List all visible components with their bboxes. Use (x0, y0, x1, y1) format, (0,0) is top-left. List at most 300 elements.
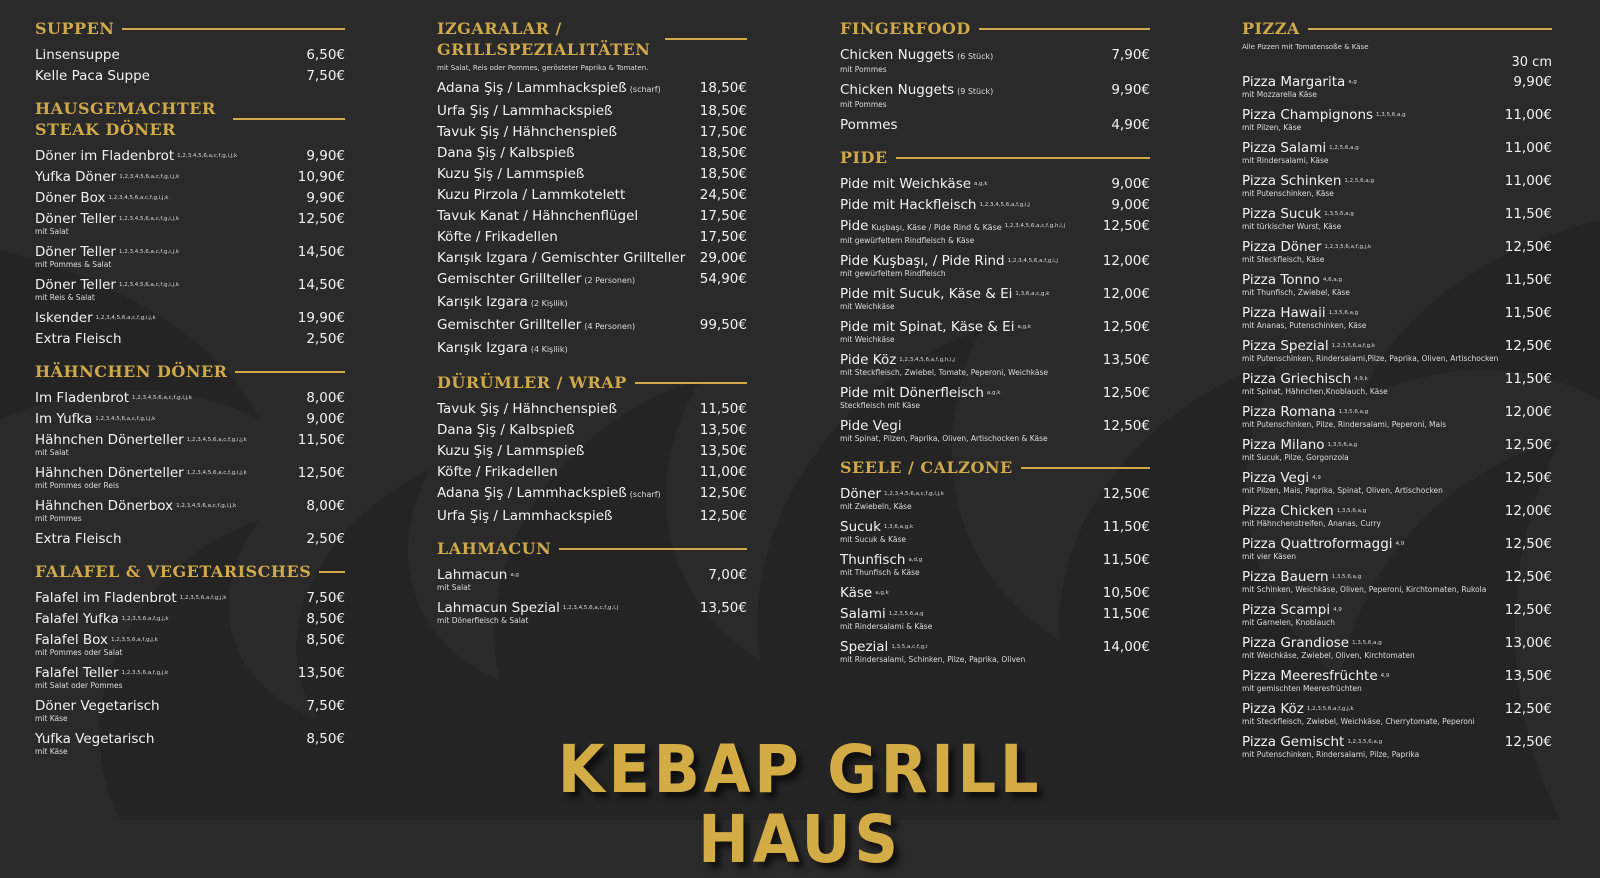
menu-item-info (1242, 536, 1404, 561)
menu-item-name: Pizza Scampi (1242, 602, 1331, 618)
allergen-codes: 1,2,3,4,5,6,a,c,f,g,i,j,k (119, 174, 180, 180)
menu-item-name: Pide mit Spinat, Käse & Ei (840, 319, 1015, 335)
menu-item (840, 253, 1150, 278)
menu-item-price: 17,50€ (699, 124, 747, 140)
section-title: LAHMACUN (437, 539, 552, 558)
menu-item-name-row (1242, 536, 1404, 552)
menu-item-price: 12,50€ (699, 508, 747, 524)
menu-item-name: Pide Kuşbaşı, / Pide Rind (840, 253, 1005, 269)
menu-item (840, 197, 1150, 213)
menu-item-name-row (840, 176, 988, 192)
menu-item-name: Lahmacun (437, 567, 508, 583)
menu-item (840, 176, 1150, 192)
menu-item (1242, 305, 1552, 330)
menu-item-info (35, 68, 150, 84)
allergen-codes: 1,2,3,4,5,6,a,f,g,i,j (1007, 258, 1058, 264)
menu-section (35, 98, 345, 347)
menu-item-price: 8,00€ (306, 390, 345, 406)
menu-section (35, 361, 345, 547)
menu-item-name: Tavuk Şiş / Hähnchenspieß (437, 124, 617, 140)
menu-item-description: mit Spinat, Hähnchen,Knoblauch, Käse (1242, 387, 1388, 396)
menu-item-name-row (840, 253, 1058, 269)
menu-item-info (1242, 635, 1415, 660)
menu-item-name: Kuzu Şiş / Lammspieß (437, 166, 585, 182)
allergen-codes: 1,2,3,4,5,6,a,c,f,g,i,j,k (177, 153, 238, 159)
menu-item-extra: (9 Stück) (957, 87, 994, 96)
section-divider-line (896, 157, 1150, 159)
menu-item-info (437, 464, 558, 480)
menu-item-name: Döner Teller (35, 244, 116, 260)
menu-item-info (1242, 305, 1366, 330)
menu-item-name-row (437, 600, 618, 616)
menu-item (35, 611, 345, 627)
section-divider-line (319, 571, 345, 573)
menu-item-name: Döner Teller (35, 211, 116, 227)
menu-item-name-row (1242, 305, 1366, 321)
menu-item-name-row (437, 103, 613, 119)
menu-item-info (1242, 206, 1354, 231)
menu-item-name: Falafel Box (35, 632, 109, 648)
size-label: 30 cm (1511, 55, 1552, 70)
menu-item-info (1242, 437, 1357, 462)
menu-item (35, 190, 345, 206)
menu-item-name-row (1242, 239, 1371, 255)
menu-item-price: 9,00€ (1111, 197, 1150, 213)
menu-item-description: mit Rindersalami, Schinken, Pilze, Paprika, Oliven (840, 655, 1026, 664)
menu-section (840, 18, 1150, 133)
menu-item-info (437, 401, 617, 417)
allergen-codes: 1,2,3,5,6,a,f,g,j,k (121, 670, 169, 676)
allergen-codes: a,g,k (1017, 324, 1032, 330)
menu-item-info (35, 611, 169, 627)
menu-item-price: 12,50€ (1504, 437, 1552, 453)
menu-item-description: mit Thunfisch, Zwiebel, Käse (1242, 288, 1350, 297)
section-divider-line (1021, 467, 1150, 469)
menu-item-info (35, 169, 179, 185)
menu-item-name: Chicken Nuggets (840, 47, 955, 63)
menu-item-info (35, 698, 160, 723)
allergen-codes: 1,2,3,4,5,6,a,c,f,g,i,j,k (186, 470, 247, 476)
menu-item-name-row (35, 244, 179, 260)
menu-item (1242, 74, 1552, 99)
menu-item-description: mit Ananas, Putenschinken, Käse (1242, 321, 1367, 330)
menu-item (35, 590, 345, 606)
menu-item-description: mit Putenschinken, Käse (1242, 189, 1334, 198)
menu-item-price: 99,50€ (699, 317, 747, 333)
allergen-codes: 1,2,3,5,6,a,f,g,k (1331, 343, 1376, 349)
menu-item-price: 10,90€ (297, 169, 345, 185)
menu-item-info (437, 485, 661, 503)
menu-item-info (437, 271, 635, 289)
menu-item (1242, 338, 1552, 363)
section-title: IZGARALAR / GRILLSPEZIALITÄTEN (437, 19, 651, 59)
menu-item-name: Pizza Grandiose (1242, 635, 1350, 651)
menu-item (840, 218, 1150, 245)
menu-item-info (1242, 140, 1359, 165)
menu-item-name-row (437, 80, 661, 98)
menu-item-name-row (840, 197, 1030, 213)
menu-item-description: mit Steckfleisch, Käse (1242, 255, 1325, 264)
menu-item-info (35, 632, 158, 657)
menu-item-extra: (scharf) (629, 490, 661, 499)
menu-item-info (840, 176, 988, 192)
menu-column-4 (1242, 18, 1552, 773)
menu-item-name: Dana Şiş / Kalbspieß (437, 422, 575, 438)
menu-item-name-row (1242, 437, 1357, 453)
menu-item-info (437, 229, 558, 245)
section-divider-line (233, 118, 345, 120)
allergen-codes: 1,2,3,4,5,6,a,c,f,g,i,j,k (95, 416, 156, 422)
menu-item-price: 11,00€ (1504, 140, 1552, 156)
menu-item-price: 9,00€ (306, 411, 345, 427)
menu-item-name-row (840, 319, 1031, 335)
menu-item-info (437, 340, 568, 358)
menu-item-name-row (35, 611, 169, 627)
menu-item-name-row (437, 567, 519, 583)
allergen-codes: 1,2,3,5,6,a,f,g,j,k (1324, 244, 1372, 250)
allergen-codes: 1,3,6,a,c,g,k (1015, 291, 1050, 297)
menu-section (840, 457, 1150, 664)
menu-item-price: 9,90€ (306, 148, 345, 164)
menu-item-price: 7,50€ (306, 698, 345, 714)
allergen-codes: 1,2,3,5,6,a,g (1347, 739, 1383, 745)
menu-item-price: 11,50€ (1504, 206, 1552, 222)
menu-item-info (35, 244, 179, 269)
menu-item-info (840, 639, 1025, 664)
menu-item-name: Urfa Şiş / Lammhackspieß (437, 103, 613, 119)
menu-item-name-row (840, 385, 1000, 401)
menu-item-info (437, 294, 568, 312)
menu-item-price: 18,50€ (699, 80, 747, 96)
menu-item (1242, 107, 1552, 132)
menu-item (437, 317, 747, 335)
menu-item-price: 13,50€ (699, 443, 747, 459)
menu-item-info (35, 531, 122, 547)
allergen-codes: 1,3,5,6,a,g (1324, 211, 1354, 217)
menu-item-name: Pizza Schinken (1242, 173, 1342, 189)
menu-item-name: Pizza Sucuk (1242, 206, 1322, 222)
menu-item-info (35, 498, 236, 523)
menu-item-name-row (1242, 668, 1389, 684)
menu-item-name: Pizza Margarita (1242, 74, 1346, 90)
menu-item-info (437, 443, 584, 459)
menu-item-price: 12,50€ (1504, 239, 1552, 255)
section-divider-line (559, 548, 747, 550)
menu-item (1242, 569, 1552, 594)
menu-item-description: mit Salat (35, 448, 69, 457)
menu-item-name-row (437, 187, 625, 203)
menu-item-info (840, 519, 913, 544)
menu-item-description: mit Pilzen, Mais, Paprika, Spinat, Oliven, Artischocken (1242, 486, 1443, 495)
menu-item-name: Gemischter Grillteller (437, 317, 582, 333)
menu-item-name-row (35, 465, 247, 481)
menu-item-info (840, 418, 1048, 443)
allergen-codes: 1,2,3,5,6,a,f,g,j,k (179, 595, 227, 601)
menu-item-name-row (840, 82, 993, 100)
menu-item-price: 13,00€ (1504, 635, 1552, 651)
menu-item-name: Pizza Romana (1242, 404, 1336, 420)
menu-item-info (840, 218, 1065, 245)
menu-item-name: Döner Box (35, 190, 106, 206)
menu-item-name: Pide mit Dönerfleisch (840, 385, 984, 401)
menu-item-name: Dana Şiş / Kalbspieß (437, 145, 575, 161)
menu-item-name: Pizza Köz (1242, 701, 1304, 717)
menu-item-info (1242, 503, 1381, 528)
menu-item-name-row (840, 606, 932, 622)
menu-item-extra: (scharf) (629, 85, 661, 94)
menu-item-info (840, 47, 993, 74)
menu-item (1242, 437, 1552, 462)
menu-item-description: mit Salat (437, 583, 471, 592)
menu-item-info (35, 432, 247, 457)
menu-item-description: mit Käse (35, 747, 68, 756)
menu-item-price: 8,00€ (306, 498, 345, 514)
allergen-codes: 1,2,3,4,5,6,a,f,g,h,i,j (899, 357, 955, 363)
menu-item-description: mit Hähnchenstreifen, Ananas, Curry (1242, 519, 1381, 528)
menu-item-description: mit Pommes (840, 65, 887, 74)
allergen-codes: 4,6,a,g (1322, 277, 1343, 283)
menu-item-name-row (437, 464, 558, 480)
menu-item (840, 639, 1150, 664)
menu-item-description: mit Weichkäse (840, 335, 895, 344)
menu-item-name-row (35, 665, 168, 681)
menu-item-name-row (840, 486, 944, 502)
menu-item-info (35, 148, 237, 164)
menu-item-name: Kuzu Pirzola / Lammkotelett (437, 187, 626, 203)
section-title: SUPPEN (35, 19, 115, 38)
menu-item-price: 12,50€ (1102, 218, 1150, 234)
menu-item-info (1242, 470, 1443, 495)
menu-item (1242, 536, 1552, 561)
menu-item-name-row (437, 208, 638, 224)
menu-item-info (840, 82, 993, 109)
allergen-codes: 1,2,3,4,5,6,a,c,f,g,i,j,k (132, 395, 193, 401)
allergen-codes: 1,3,5,6,a,g (1327, 442, 1358, 448)
menu-item (437, 508, 747, 524)
menu-item-name: Pizza Hawaii (1242, 305, 1326, 321)
allergen-codes: 1,2,3,5,6,a,f,g,j,k (1306, 706, 1354, 712)
menu-item-info (437, 80, 661, 98)
menu-item-name: Iskender (35, 310, 93, 326)
menu-item-info (35, 310, 156, 326)
menu-item-price: 11,50€ (1102, 552, 1150, 568)
menu-item-description: mit Rindersalami & Käse (840, 622, 933, 631)
menu-item-name-row (35, 531, 122, 547)
menu-item-name: Extra Fleisch (35, 531, 122, 547)
menu-item-description: mit Garnelen, Knoblauch (1242, 618, 1335, 627)
menu-item-name-row (840, 519, 913, 535)
menu-item-info (437, 508, 613, 524)
menu-item-price: 18,50€ (699, 103, 747, 119)
menu-item-info (437, 208, 638, 224)
menu-item-price: 13,50€ (1504, 668, 1552, 684)
menu-item-extra: (4 Kişilik) (530, 345, 568, 354)
menu-item-price: 11,00€ (1504, 107, 1552, 123)
menu-item-price: 12,50€ (699, 485, 747, 501)
menu-section (35, 18, 345, 84)
menu-item-name: Pide Köz (840, 352, 897, 368)
menu-item-info (1242, 107, 1406, 132)
section-note: mit Salat, Reis oder Pommes, gerösteter Paprika & Tomaten. (437, 64, 649, 72)
menu-item-info (1242, 734, 1419, 759)
allergen-codes: a,g (1348, 79, 1357, 85)
menu-item (840, 385, 1150, 410)
menu-item (35, 169, 345, 185)
menu-item-name: Falafel Yufka (35, 611, 119, 627)
menu-item-info (840, 117, 898, 133)
section-header (840, 457, 1150, 478)
menu-item (840, 117, 1150, 133)
menu-item-info (840, 552, 922, 577)
menu-item (35, 665, 345, 690)
section-header (840, 147, 1150, 168)
menu-item-extra: (6 Stück) (957, 52, 994, 61)
menu-item-info (437, 250, 685, 266)
menu-item-name: Hähnchen Dönerbox (35, 498, 174, 514)
menu-item-extra: Kuşbaşı, Käse / Pide Rind & Käse (871, 223, 1002, 232)
menu-item-description: Steckfleisch mit Käse (840, 401, 920, 410)
menu-item-description: mit Rindersalami, Käse (1242, 156, 1329, 165)
menu-item (437, 208, 747, 224)
menu-item-name: Tavuk Şiş / Hähnchenspieß (437, 401, 617, 417)
menu-item-name: Pizza Spezial (1242, 338, 1329, 354)
menu-item (1242, 140, 1552, 165)
menu-item-name: Pizza Meeresfrüchte (1242, 668, 1378, 684)
menu-item-price: 17,50€ (699, 208, 747, 224)
menu-item-extra: (2 Personen) (584, 276, 636, 285)
allergen-codes: 1,3,5,6,a,g (1352, 640, 1382, 646)
menu-item-price: 12,50€ (1102, 418, 1150, 434)
allergen-codes: 4,9 (1333, 607, 1342, 613)
allergen-codes: 1,2,3,4,5,6,a,c,f,g,i,j,k (95, 315, 156, 321)
menu-item (1242, 668, 1552, 693)
menu-item-name-row (35, 498, 236, 514)
menu-item (437, 103, 747, 119)
menu-item-info (1242, 371, 1388, 396)
menu-item-name: Sucuk (840, 519, 881, 535)
menu-item-name-row (1242, 173, 1374, 189)
menu-item-name-row (35, 277, 179, 293)
allergen-codes: 1,2,3,4,5,6,a,c,f,g,i,j,k (884, 491, 945, 497)
allergen-codes: 1,2,3,4,5,6,a,c,f,g,i,j,k (108, 195, 169, 201)
menu-item (35, 148, 345, 164)
menu-item-info (1242, 701, 1475, 726)
menu-item (437, 340, 747, 358)
menu-item-name: Pizza Champignons (1242, 107, 1374, 123)
menu-item-price: 18,50€ (699, 145, 747, 161)
menu-item-name-row (35, 411, 155, 427)
menu-item-name: Döner im Fladenbrot (35, 148, 175, 164)
menu-item (35, 498, 345, 523)
menu-item-price: 11,50€ (699, 401, 747, 417)
menu-item-name-row (1242, 74, 1357, 90)
menu-item-price: 7,50€ (306, 68, 345, 84)
menu-item-name: Pizza Chicken (1242, 503, 1334, 519)
menu-item (35, 47, 345, 63)
menu-item-extra: (4 Personen) (584, 322, 636, 331)
menu-item-name-row (1242, 371, 1388, 387)
menu-item-name-row (437, 401, 617, 417)
section-header (35, 18, 345, 39)
menu-item-description: mit gewürfeltem Rindfleisch & Käse (840, 236, 975, 245)
menu-item-info (437, 422, 575, 438)
menu-item-name-row (35, 390, 192, 406)
menu-item (35, 432, 345, 457)
menu-item-info (35, 331, 122, 347)
menu-item-name-row (437, 145, 575, 161)
menu-item-name-row (35, 432, 247, 448)
menu-item-info (840, 486, 944, 511)
menu-item-price: 12,50€ (1504, 602, 1552, 618)
menu-item-description: mit Sucuk & Käse (840, 535, 906, 544)
menu-item-price: 6,50€ (306, 47, 345, 63)
menu-item-info (35, 277, 179, 302)
menu-item-description: mit Mozzarella Käse (1242, 90, 1317, 99)
menu-item-name: Döner Teller (35, 277, 116, 293)
menu-item-name-row (35, 68, 150, 84)
menu-item (35, 244, 345, 269)
menu-item-description: mit Pilzen, Käse (1242, 123, 1302, 132)
allergen-codes: 1,2,3,5,6,a,f,g,j,k (111, 637, 158, 643)
menu-item-description: mit Pommes & Salat (35, 260, 112, 269)
menu-item-price: 24,50€ (699, 187, 747, 203)
menu-item-name: Im Yufka (35, 411, 93, 427)
menu-item-name: Pizza Vegi (1242, 470, 1310, 486)
menu-item-name: Pizza Quattroformaggi (1242, 536, 1393, 552)
menu-item-name: Falafel im Fladenbrot (35, 590, 177, 606)
allergen-codes: 1,3,5,a,c,f,g,i (891, 644, 928, 650)
allergen-codes: a,g (510, 572, 519, 578)
menu-section (437, 18, 747, 358)
menu-item-name-row (35, 190, 169, 206)
menu-item-price: 12,50€ (1102, 319, 1150, 335)
allergen-codes: 4,9 (1312, 475, 1321, 481)
menu-item-price: 12,50€ (1504, 536, 1552, 552)
menu-item-name-row (35, 731, 154, 747)
menu-item-price: 11,00€ (699, 464, 747, 480)
menu-item-name: Tavuk Kanat / Hähnchenflügel (437, 208, 639, 224)
menu-item-name-row (1242, 338, 1498, 354)
menu-item-name-row (1242, 107, 1406, 123)
menu-item-info (840, 253, 1058, 278)
menu-item-price: 14,00€ (1102, 639, 1150, 655)
menu-item-name-row (1242, 140, 1359, 156)
menu-item-info (35, 590, 226, 606)
section-note: Alle Pizzen mit Tomatensoße & Käse (1242, 43, 1369, 51)
menu-item (437, 464, 747, 480)
menu-item-price: 12,50€ (1504, 701, 1552, 717)
allergen-codes: a,g,k (986, 390, 1001, 396)
section-header (35, 98, 345, 140)
menu-item (437, 443, 747, 459)
menu-item-name-row (35, 698, 160, 714)
menu-item-price: 12,00€ (1504, 503, 1552, 519)
menu-section (35, 561, 345, 756)
menu-item (437, 485, 747, 503)
menu-item-price: 12,00€ (1102, 286, 1150, 302)
menu-item-name: Karışık Izgara (437, 340, 528, 356)
menu-item (437, 166, 747, 182)
menu-item-price: 11,50€ (1504, 371, 1552, 387)
menu-item-name: Pizza Milano (1242, 437, 1325, 453)
menu-item-description: mit Steckfleisch, Zwiebel, Tomate, Peperoni, Weichkäse (840, 368, 1049, 377)
menu-item-name-row (840, 286, 1049, 302)
menu-item (35, 211, 345, 236)
menu-item-info (35, 47, 120, 63)
menu-item-description: mit Pommes oder Reis (35, 481, 119, 490)
menu-item-name-row (437, 229, 558, 245)
section-header (437, 18, 747, 60)
